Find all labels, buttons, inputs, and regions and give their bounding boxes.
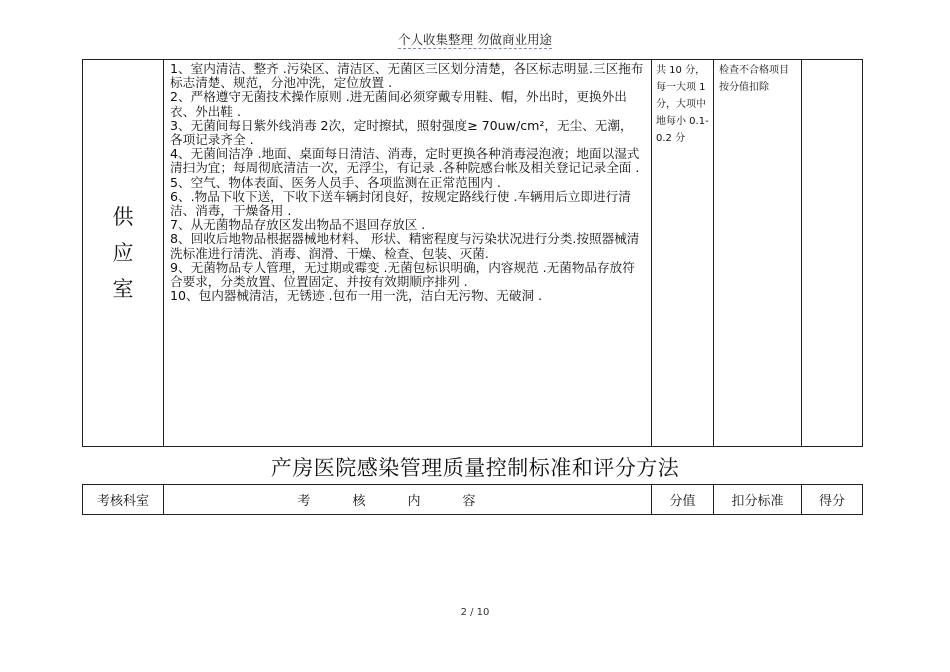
score-cell — [652, 60, 714, 447]
header-table — [82, 484, 863, 515]
deduction-rule-text: 检查不合格项目按分值扣除 — [719, 65, 789, 93]
points-cell — [802, 60, 863, 447]
criteria-item: 10、包内器械清洁，无锈迹 .包布一用一洗，洁白无污物、无破洞 . — [170, 288, 543, 304]
header-row — [83, 485, 863, 515]
content-cell — [164, 60, 652, 447]
page-number: 2 / 10 — [460, 607, 490, 618]
criteria-item: 2、严格遵守无菌技术操作原则 .进无菌间必须穿戴专用鞋、帽，外出时，更换外出衣、外出鞋 . — [170, 89, 627, 119]
header-dept: 考核科室 — [83, 485, 164, 515]
table-row — [83, 60, 863, 447]
criteria-item: 5、空气、物体表面、医务人员手、各项监测在正常范围内 . — [170, 174, 501, 190]
criteria-item: 7、从无菌物品存放区发出物品不退回存放区 . — [170, 217, 426, 233]
department-name: 供应室 — [112, 205, 134, 301]
criteria-item: 1、室内清洁、整齐 .污染区、清洁区、无菌区三区划分清楚，各区标志明显.三区拖布标志清楚、规范，分池冲洗，定位放置 . — [170, 61, 644, 91]
score-text: 共 10 分，每一大项 1 分，大项中地每小 0.1-0.2 分 — [656, 65, 709, 144]
header-score: 分值 — [652, 485, 714, 515]
criteria-item: 3、无菌间每日紫外线消毒 2次，定时擦拭，照射强度≥ 70uw/cm²，无尘、无潮，各项记录齐全 . — [170, 117, 633, 148]
criteria-item: 9、无菌物品专人管理，无过期或霉变 .无菌包标识明确，内容规范 .无菌物品存放符合要求，分类放置、位置固定、并按有效期顺序排列 . — [170, 259, 635, 290]
document-title: 产房医院感染管理质量控制标准和评分方法 — [270, 456, 680, 480]
criteria-table — [82, 59, 863, 447]
header-note-text: 个人收集整理 勿做商业用途 — [398, 32, 552, 47]
deduction-rule-cell — [714, 60, 802, 447]
header-points: 得分 — [802, 485, 863, 515]
header-deduct: 扣分标准 — [714, 485, 802, 515]
department-cell — [83, 60, 164, 447]
header-note — [0, 30, 950, 48]
header-content: 考核内容 — [164, 485, 652, 515]
criteria-item: 6、.物品下收下送，下收下送车辆封闭良好，按规定路线行使 .车辆用后立即进行清洁、消毒，干燥备用 . — [170, 188, 631, 219]
criteria-item: 8、回收后地物品根据器械地材料、 形状、精密程度与污染状况进行分类.按照器械清洗标准进行清洗、消毒、润滑、干燥、检查、包装、灭菌. — [170, 231, 640, 261]
criteria-item: 4、无菌间洁净 .地面、桌面每日清洁、消毒，定时更换各种消毒浸泡液；地面以湿式清扫为宜；每周彻底清洁一次，无浮尘，有记录 .各种院感台帐及相关登记记录全面 . — [170, 146, 640, 176]
